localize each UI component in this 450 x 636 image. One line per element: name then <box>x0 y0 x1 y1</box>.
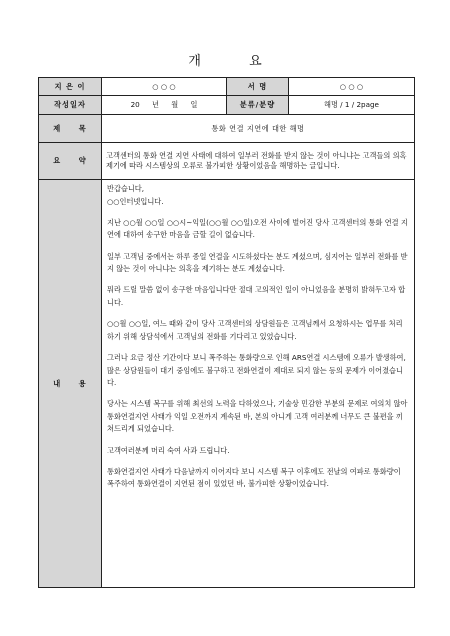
sign-value: ○ ○ ○ <box>289 78 415 96</box>
author-label: 지 은 이 <box>39 78 102 96</box>
overview-form-table <box>38 77 415 588</box>
date-label: 작성일자 <box>39 96 102 115</box>
subject-row <box>39 115 415 143</box>
summary-row <box>39 143 415 180</box>
summary-label: 요 약 <box>39 143 102 180</box>
author-row <box>39 78 415 96</box>
date-value: 20 년 월 일 <box>102 96 227 115</box>
content-paragraph-8: 고객여러분께 머리 숙여 사과 드립니다. <box>107 445 230 455</box>
content-label: 내 용 <box>39 180 102 588</box>
document-title: 개 요 <box>188 54 284 69</box>
content-paragraph-4: 뭐라 드릴 말씀 없이 송구한 마음입니다만 절대 고의적인 일이 아니었음을 분명히 밝혀두고자 합니다. <box>107 285 406 307</box>
author-value: ○ ○ ○ <box>102 78 227 96</box>
content-paragraph-3: 일부 고객님 중에서는 하루 종일 연결을 시도하셨다는 분도 계셨으며, 심지어는 일부러 전화를 받지 않는 것이 아니냐는 의혹을 제기하는 분도 계셨습니다. <box>107 251 408 274</box>
sign-label: 서 명 <box>227 78 289 96</box>
content-paragraph-6: 그러나 요금 정산 기간이다 보니 폭주하는 통화량으로 인해 ARS연결 시스템에 오류가 발생하여, 많은 상담원들이 대기 중임에도 불구하고 전화연결이 제대로 되지 않는 등의 문제가 이어졌습니다. <box>107 352 406 388</box>
content-row <box>39 180 415 588</box>
content-paragraph-1: 반갑습니다, ○○인터넷입니다. <box>107 184 164 206</box>
content-paragraph-7: 당사는 시스템 복구를 위해 최선의 노력을 다하였으나, 기술상 민감한 부분의 문제로 여의치 않아 통화연결지연 사태가 익일 오전까지 계속된 바, 본의 아니게 고객 여러분께 너무도 큰 불편을 끼쳐드리게 되었습니다. <box>107 399 408 434</box>
subject-label: 제 목 <box>39 115 102 143</box>
content-paragraph-2: 지난 ○○월 ○○일 ○○시~익일(○○월 ○○일)오전 사이에 벌어진 당사 고객센터의 통화 연결 지연에 대하여 송구한 마음을 금할 길이 없습니다. <box>107 217 408 240</box>
content-body <box>102 180 415 588</box>
date-row <box>39 96 415 115</box>
content-paragraph-5: ○○월 ○○일, 여느 때와 같이 당사 고객센터의 상담원들은 고객님께서 요청하시는 업무를 처리하기 위해 상담석에서 고객님의 전화를 기다리고 있었습니다. <box>107 319 403 341</box>
content-paragraph-9: 통화연결지연 사태가 다음날까지 이어지다 보니 시스템 복구 이후에도 전날의 여파로 통화량이 폭주하여 통화연결이 지연된 점이 있었던 바, 불가피한 상황이었습니다. <box>107 466 401 489</box>
summary-value: 고객센터의 통화 연결 지연 사태에 대하여 일부러 전화를 받지 않는 것이 아니냐는 고객들의 의혹 제기에 따라 시스템상의 오류로 불가피한 상황이었음을 해명하는 글입니다. <box>102 143 415 180</box>
category-label: 분류/분량 <box>227 96 289 115</box>
subject-value: 통화 연결 지연에 대한 해명 <box>102 115 415 143</box>
category-value: 해명 / 1 / 2page <box>289 96 415 115</box>
